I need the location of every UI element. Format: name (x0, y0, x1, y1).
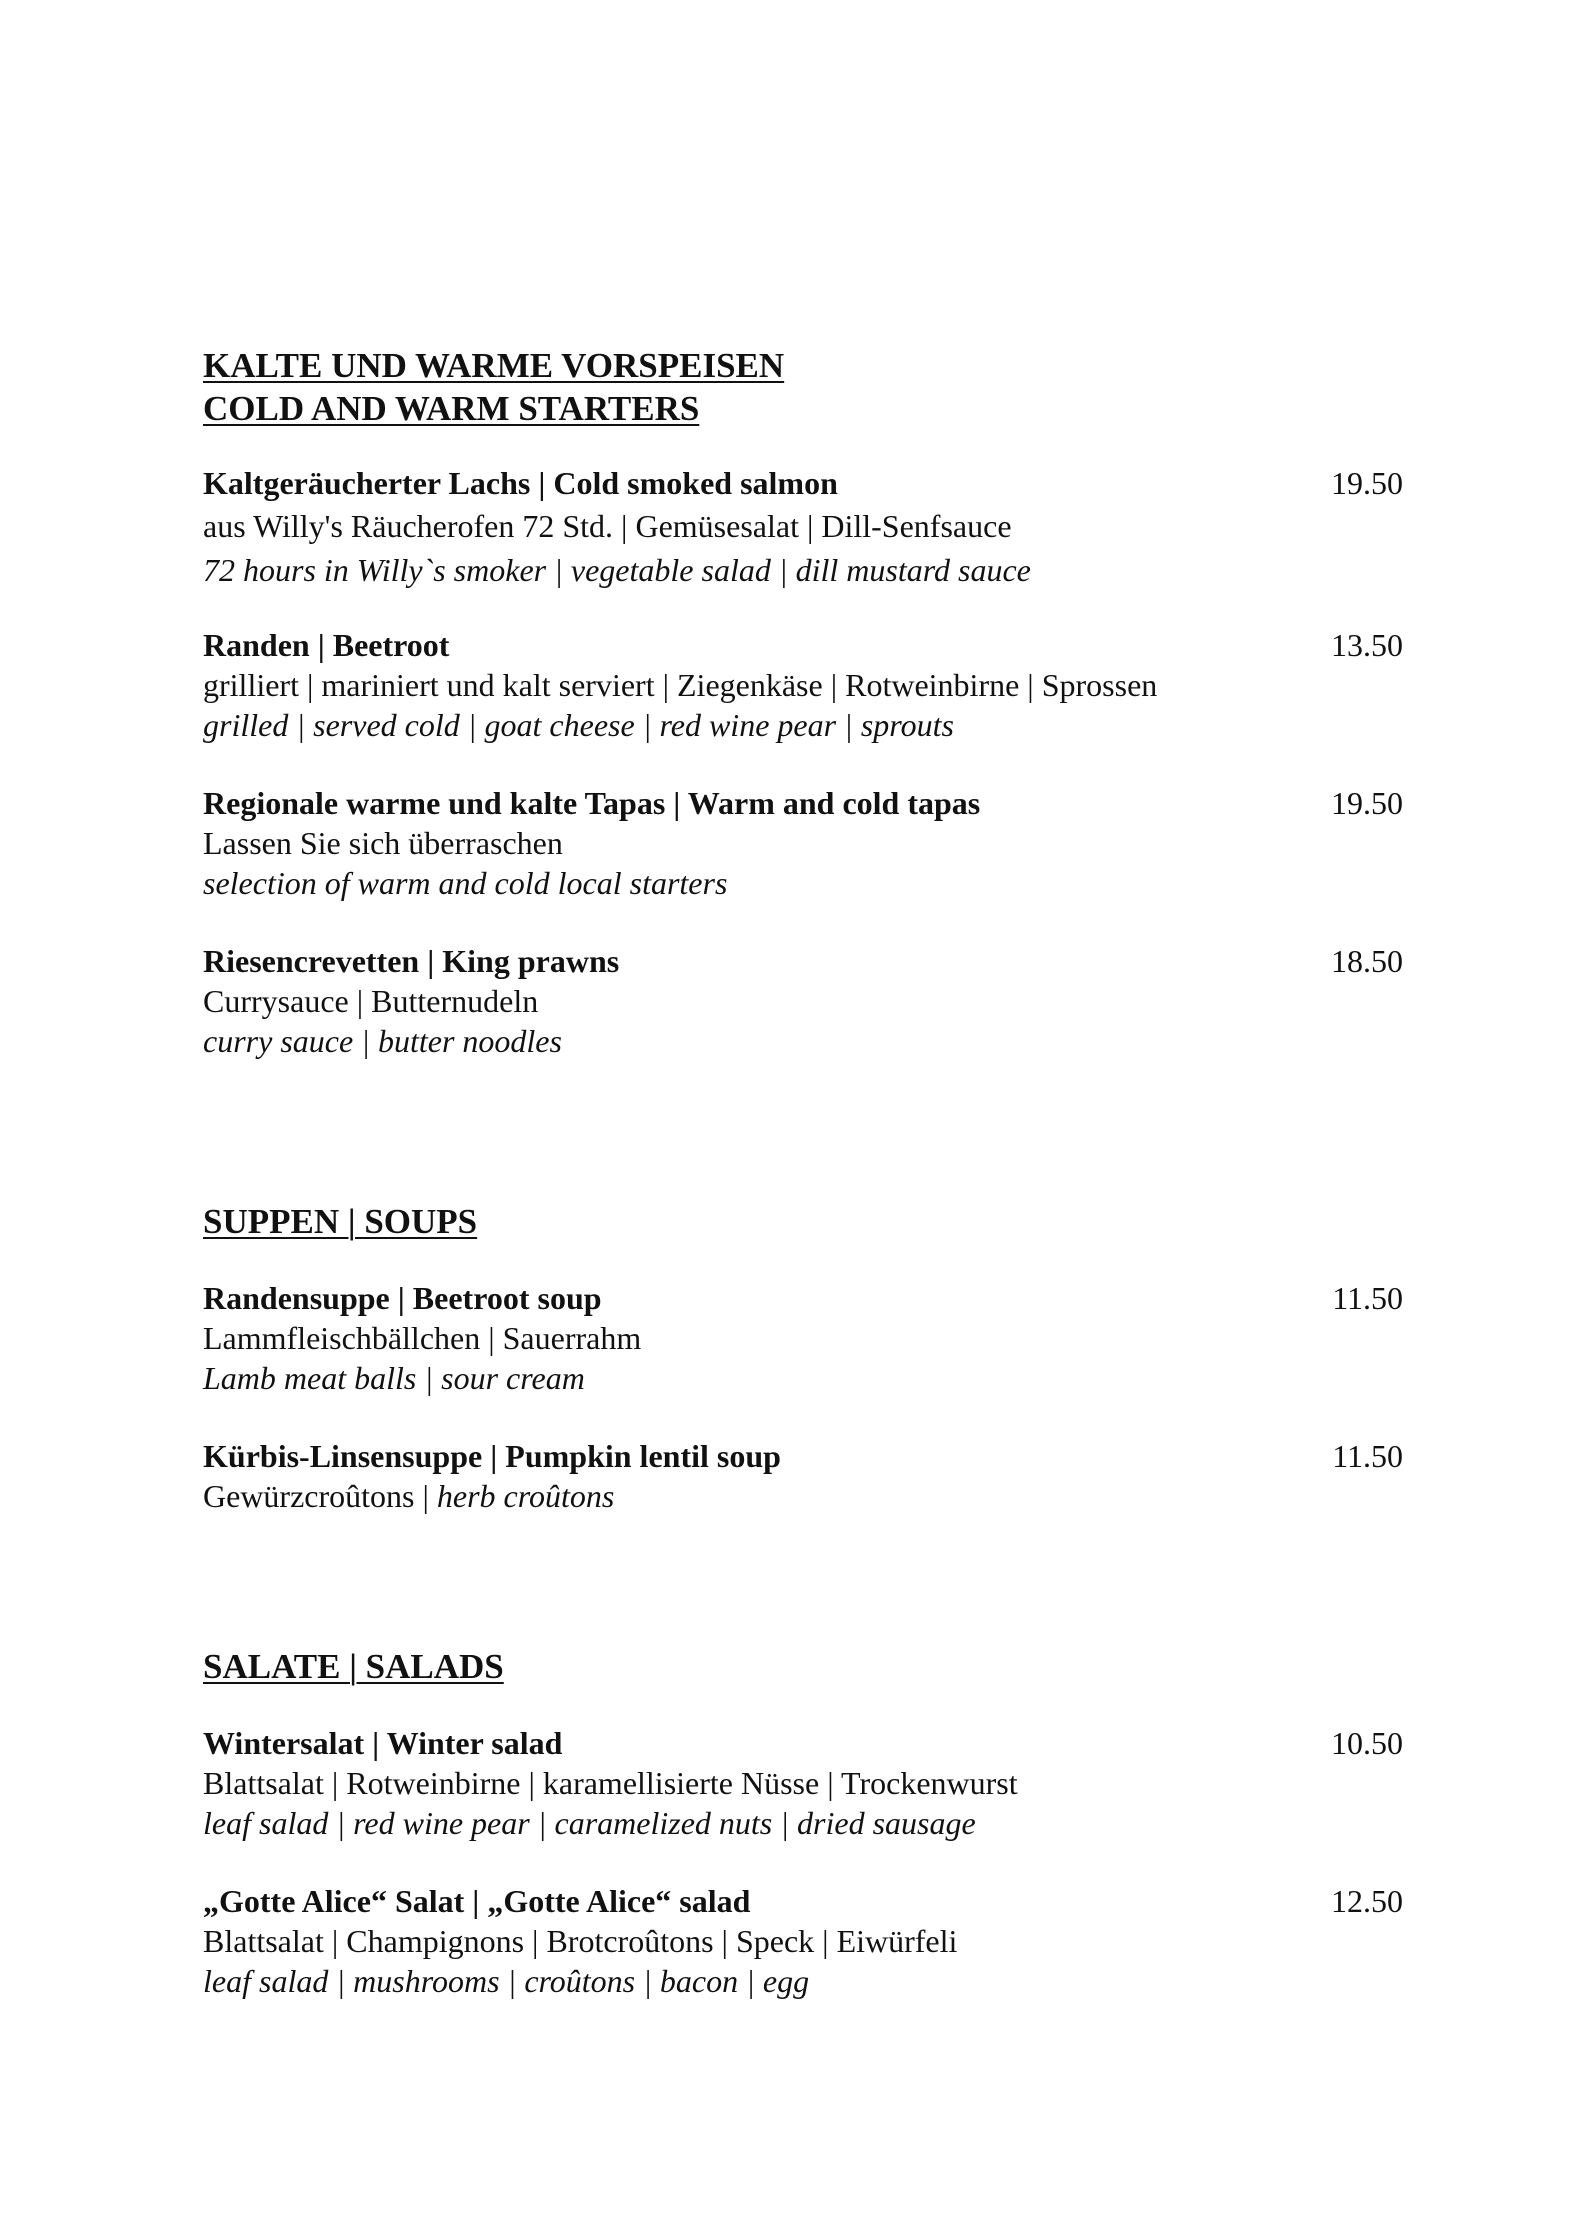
item-description (203, 1476, 1403, 1516)
item-description-en: herb croûtons (436, 1478, 615, 1514)
item-description-en: leaf salad | mushrooms | croûtons | bacon | egg (203, 1963, 810, 1999)
item-description-en: leaf salad | red wine pear | caramelized nuts | dried sausage (203, 1805, 976, 1841)
menu-item-gotte-alice-salad (203, 1881, 1403, 2001)
item-price: 11.50 (1332, 1280, 1403, 1316)
item-description-de: Lammfleischbällchen | Sauerrahm (203, 1320, 642, 1356)
item-name: Riesencrevetten | King prawns (203, 943, 620, 979)
section-soups (203, 1200, 1403, 1516)
item-name: Regionale warme und kalte Tapas | Warm and cold tapas (203, 785, 981, 821)
item-description-de: Lassen Sie sich überraschen (203, 825, 563, 861)
item-name: Kaltgeräucherter Lachs | Cold smoked salmon (203, 465, 838, 501)
section-starters (203, 344, 1403, 1061)
menu-item-beetroot (203, 625, 1403, 745)
item-price: 12.50 (1331, 1883, 1403, 1919)
item-description-de: grilliert | mariniert und kalt serviert | Ziegenkäse | Rotweinbirne | Sprossen (203, 667, 1158, 703)
item-description-en: 72 hours in Willy`s smoker | vegetable salad | dill mustard sauce (203, 552, 1031, 588)
menu-item-salmon (203, 463, 1403, 591)
item-name: Wintersalat | Winter salad (203, 1725, 563, 1761)
section-salads (203, 1645, 1403, 2001)
item-name: Randen | Beetroot (203, 627, 450, 663)
menu-item-pumpkin-soup (203, 1436, 1403, 1516)
item-price: 13.50 (1331, 627, 1403, 663)
item-name: Kürbis-Linsensuppe | Pumpkin lentil soup (203, 1438, 781, 1474)
item-description-en: curry sauce | butter noodles (203, 1023, 562, 1059)
menu-item-winter-salad (203, 1723, 1403, 1843)
item-description-en: Lamb meat balls | sour cream (203, 1360, 585, 1396)
section-title: SALATE | SALADS (203, 1647, 504, 1686)
item-description-de: Currysauce | Butternudeln (203, 983, 539, 1019)
section-title-en: COLD AND WARM STARTERS (203, 389, 700, 428)
menu-item-beetroot-soup (203, 1278, 1403, 1398)
section-title-de: KALTE UND WARME VORSPEISEN (203, 346, 785, 385)
menu-item-tapas (203, 783, 1403, 903)
item-name: „Gotte Alice“ Salat | „Gotte Alice“ salad (203, 1883, 751, 1919)
item-description-en: grilled | served cold | goat cheese | red wine pear | sprouts (203, 707, 954, 743)
item-price: 19.50 (1331, 465, 1403, 501)
item-description-de: Gewürzcroûtons | (203, 1478, 437, 1514)
item-description-de: Blattsalat | Rotweinbirne | karamellisierte Nüsse | Trockenwurst (203, 1765, 1018, 1801)
item-price: 10.50 (1331, 1725, 1403, 1761)
item-price: 18.50 (1331, 943, 1403, 979)
item-description-en: selection of warm and cold local starters (203, 865, 728, 901)
item-price: 11.50 (1332, 1438, 1403, 1474)
item-name: Randensuppe | Beetroot soup (203, 1280, 602, 1316)
item-description-de: aus Willy's Räucherofen 72 Std. | Gemüsesalat | Dill-Senfsauce (203, 508, 1012, 544)
item-price: 19.50 (1331, 785, 1403, 821)
section-title: SUPPEN | SOUPS (203, 1202, 478, 1241)
item-description-de: Blattsalat | Champignons | Brotcroûtons | Speck | Eiwürfeli (203, 1923, 958, 1959)
menu-item-prawns (203, 941, 1403, 1061)
